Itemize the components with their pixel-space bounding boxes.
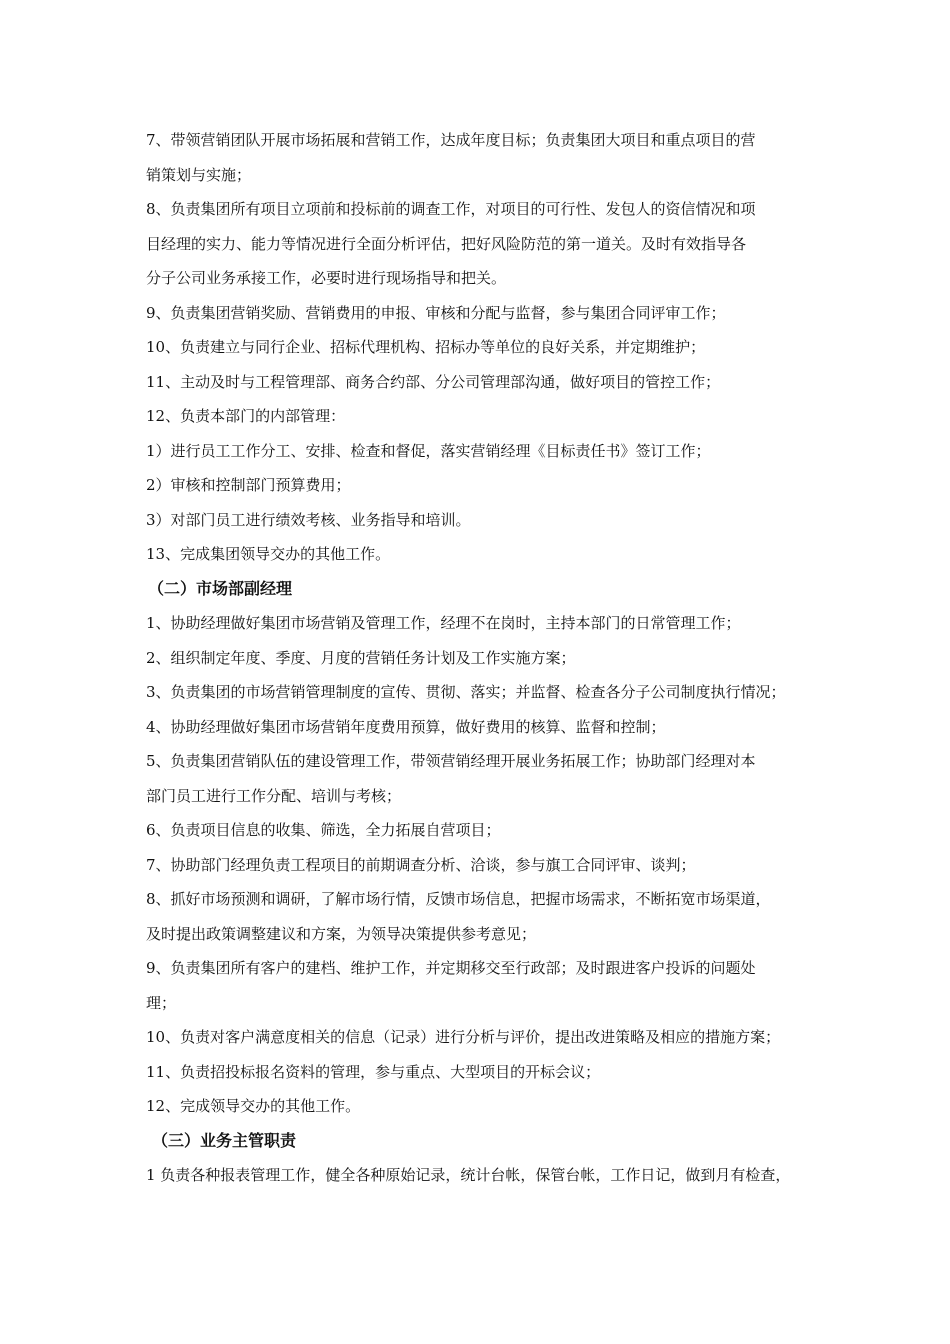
paragraph-line: 1 负责各种报表管理工作，健全各种原始记录，统计台帐，保管台帐，工作日记，做到月有检查， xyxy=(146,1166,791,1184)
paragraph-line: 及时提出政策调整建议和方案，为领导决策提供参考意见； xyxy=(146,924,537,943)
paragraph-line: 7、带领营销团队开展市场拓展和营销工作，达成年度目标；负责集团大项目和重点项目的营 xyxy=(146,131,756,149)
paragraph-line: 2）审核和控制部门预算费用； xyxy=(146,476,351,494)
paragraph-line: 3、负责集团的市场营销管理制度的宣传、贯彻、落实；并监督、检查各分子公司制度执行情况； xyxy=(146,683,786,701)
paragraph-line: 1）进行员工工作分工、安排、检查和督促，落实营销经理《目标责任书》签订工作； xyxy=(146,441,711,460)
paragraph-line: 8、负责集团所有项目立项前和投标前的调查工作，对项目的可行性、发包人的资信情况和项 xyxy=(146,200,756,218)
paragraph-line: 10、负责对客户满意度相关的信息（记录）进行分析与评价，提出改进策略及相应的措施方案； xyxy=(146,1028,781,1046)
paragraph-line: 分子公司业务承接工作，必要时进行现场指导和把关。 xyxy=(146,269,507,287)
paragraph-line: 4、协助经理做好集团市场营销年度费用预算，做好费用的核算、监督和控制； xyxy=(146,717,666,736)
paragraph-line: 9、负责集团营销奖励、营销费用的申报、审核和分配与监督，参与集团合同评审工作； xyxy=(146,303,726,322)
paragraph-line: 销策划与实施； xyxy=(146,165,252,184)
paragraph-line: 12、负责本部门的内部管理： xyxy=(146,407,346,425)
paragraph-line: 部门员工进行工作分配、培训与考核； xyxy=(146,786,402,805)
paragraph-line: 1、协助经理做好集团市场营销及管理工作，经理不在岗时，主持本部门的日常管理工作； xyxy=(146,614,741,632)
paragraph-line: 11、负责招投标报名资料的管理，参与重点、大型项目的开标会议； xyxy=(146,1062,601,1081)
paragraph-line: 目经理的实力、能力等情况进行全面分析评估，把好风险防范的第一道关。及时有效指导各 xyxy=(146,234,747,253)
paragraph-line: 8、抓好市场预测和调研，了解市场行情，反馈市场信息，把握市场需求，不断拓宽市场渠道， xyxy=(146,890,771,908)
paragraph-line: 5、负责集团营销队伍的建设管理工作，带领营销经理开展业务拓展工作；协助部门经理对本 xyxy=(146,752,756,770)
paragraph-line: 12、完成领导交办的其他工作。 xyxy=(146,1097,361,1115)
paragraph-line: 10、负责建立与同行企业、招标代理机构、招标办等单位的良好关系，并定期维护； xyxy=(146,338,706,356)
paragraph-line: 13、完成集团领导交办的其他工作。 xyxy=(146,545,391,563)
section-heading-deputy-manager: （二）市场部副经理 xyxy=(148,578,293,598)
paragraph-line: 理； xyxy=(146,993,177,1012)
paragraph-line: 7、协助部门经理负责工程项目的前期调查分析、洽谈，参与旗工合同评审、谈判； xyxy=(146,855,696,874)
document-body xyxy=(146,123,826,1193)
section-heading-business-supervisor: （三）业务主管职责 xyxy=(152,1130,297,1150)
paragraph-line: 9、负责集团所有客户的建档、维护工作，并定期移交至行政部；及时跟进客户投诉的问题处 xyxy=(146,959,756,977)
paragraph-line: 11、主动及时与工程管理部、商务合约部、分公司管理部沟通，做好项目的管控工作； xyxy=(146,372,721,391)
paragraph-line: 2、组织制定年度、季度、月度的营销任务计划及工作实施方案； xyxy=(146,648,576,667)
paragraph-line: 6、负责项目信息的收集、筛选，全力拓展自营项目； xyxy=(146,821,501,839)
paragraph-line: 3）对部门员工进行绩效考核、业务指导和培训。 xyxy=(146,510,471,529)
